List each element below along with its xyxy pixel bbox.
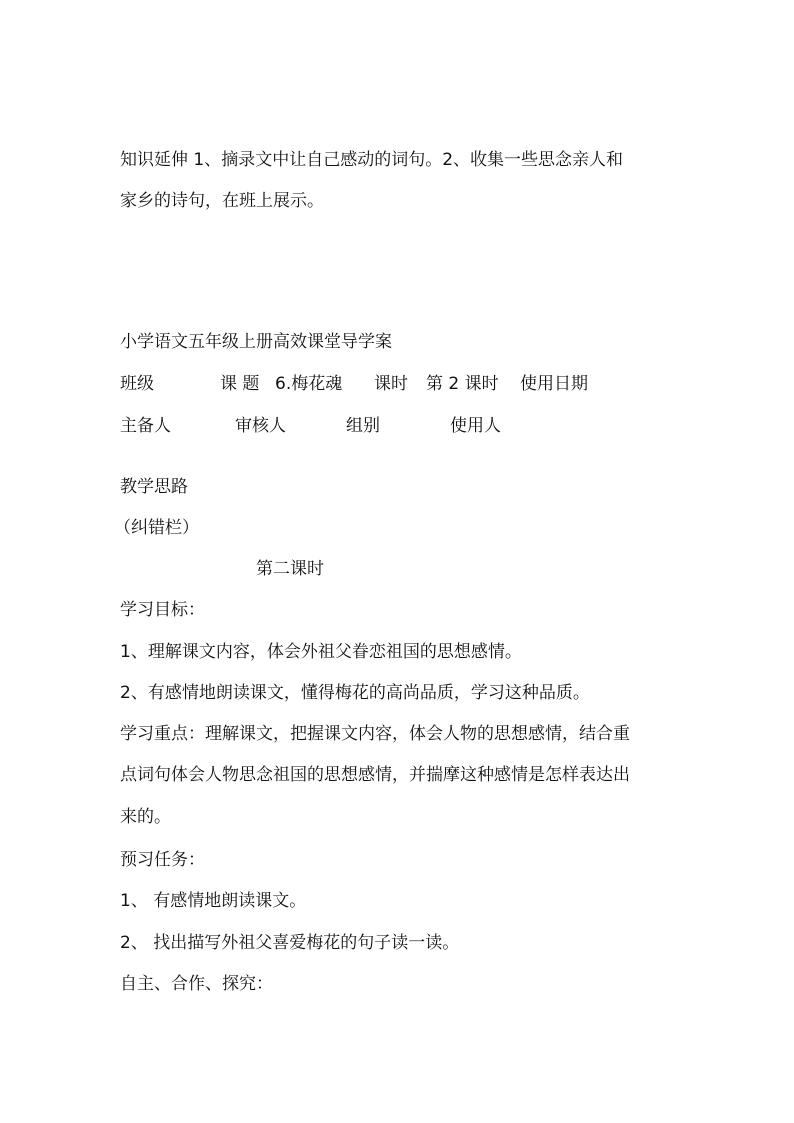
inquiry-heading: 自主、合作、探究：	[120, 974, 273, 994]
class-label: 班级	[120, 374, 154, 394]
page-title: 小学语文五年级上册高效课堂导学案	[120, 332, 392, 352]
period-label: 课时	[374, 374, 408, 394]
period-value: 第 2 课时	[426, 374, 499, 394]
date-label: 使用日期	[520, 374, 588, 394]
extension-line-2: 家乡的诗句，在班上展示。	[120, 191, 324, 211]
reviewer-label: 审核人	[235, 416, 286, 436]
lesson-label: 课 题	[220, 374, 260, 394]
preview-heading: 预习任务：	[120, 850, 205, 870]
goal-1: 1、理解课文内容，体会外祖父眷恋祖国的思想感情。	[120, 642, 522, 662]
user-label: 使用人	[450, 416, 501, 436]
preview-item-2: 2、 找出描写外祖父喜爱梅花的句子读一读。	[120, 933, 460, 953]
preparer-label: 主备人	[120, 416, 171, 436]
correction-column-label: （纠错栏）	[114, 518, 199, 538]
teaching-idea-heading: 教学思路	[120, 477, 188, 497]
focus-line-2: 点词句体会人物思念祖国的思想感情，并揣摩这种感情是怎样表达出	[120, 765, 630, 785]
focus-line-3: 来的。	[120, 807, 171, 827]
extension-line-1: 知识延伸 1、摘录文中让自己感动的词句。2、收集一些思念亲人和	[120, 150, 624, 170]
focus-line-1: 学习重点：理解课文，把握课文内容，体会人物的思想感情，结合重	[120, 724, 630, 744]
goals-heading: 学习目标：	[120, 600, 205, 620]
period-title: 第二课时	[256, 559, 324, 579]
lesson-value: 6.梅花魂	[275, 374, 343, 394]
goal-2: 2、有感情地朗读课文，懂得梅花的高尚品质，学习这种品质。	[120, 683, 590, 703]
preview-item-1: 1、 有感情地朗读课文。	[120, 891, 307, 911]
staff-info-row	[120, 415, 720, 437]
header-info-row	[120, 373, 720, 395]
group-label: 组别	[346, 416, 380, 436]
